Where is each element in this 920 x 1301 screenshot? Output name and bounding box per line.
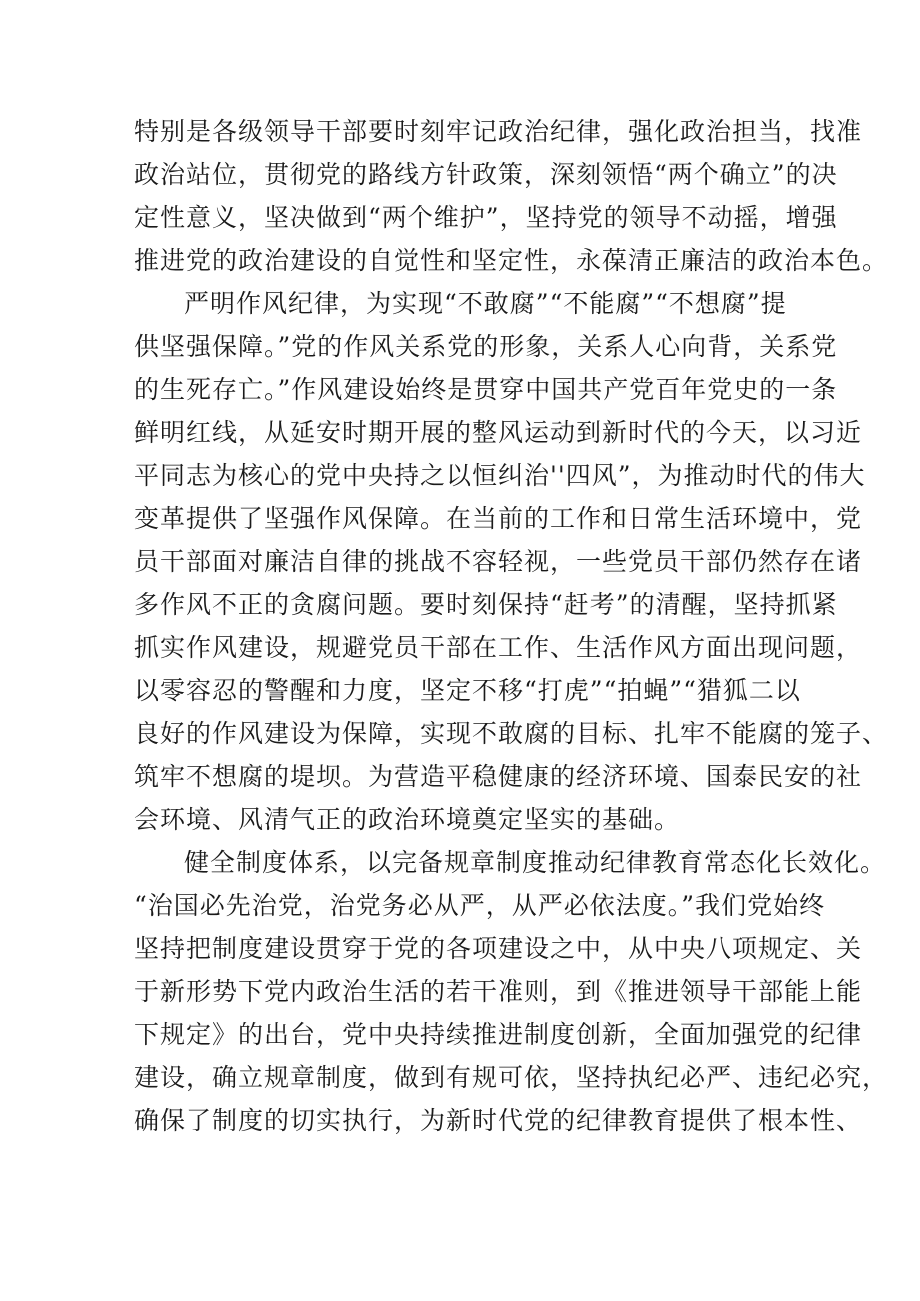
text-line: 政治站位，贯彻党的路线方针政策，深刻领悟“两个确立”的决 bbox=[134, 160, 838, 189]
paragraph-start-line: 健全制度体系，以完备规章制度推动纪律教育常态化长效化。 bbox=[184, 848, 887, 877]
text-line: 的生死存亡。”作风建设始终是贯穿中国共产党百年党史的一条 bbox=[134, 375, 838, 404]
text-line: 鲜明红线，从延安时期开展的整风运动到新时代的今天，以习近 bbox=[134, 418, 863, 447]
text-line: “治国必先治党，治党务必从严，从严必依法度。”我们党始终 bbox=[134, 891, 826, 920]
text-line: 变革提供了坚强作风保障。在当前的工作和日常生活环境中，党 bbox=[134, 504, 863, 533]
text-line: 供坚强保障。”党的作风关系党的形象，关系人心向背，关系党 bbox=[134, 332, 838, 361]
text-line: 多作风不正的贪腐问题。要时刻保持“赶考”的清醒，坚持抓紧 bbox=[134, 590, 838, 619]
text-line: 定性意义，坚决做到“两个维护”，坚持党的领导不动摇，增强 bbox=[134, 203, 838, 232]
paragraph-start-line: 严明作风纪律，为实现“不敢腐”“不能腐”“不想腐”提 bbox=[184, 289, 787, 318]
text-line: 确保了制度的切实执行，为新时代党的纪律教育提供了根本性、 bbox=[134, 1106, 863, 1135]
text-line: 推进党的政治建设的自觉性和坚定性，永葆清正廉洁的政治本色。 bbox=[134, 246, 889, 275]
text-line: 抓实作风建设，规避党员干部在工作、生活作风方面出现问题， bbox=[134, 633, 863, 662]
text-line: 坚持把制度建设贯穿于党的各项建设之中，从中央八项规定、关 bbox=[134, 934, 863, 963]
text-line: 特别是各级领导干部要时刻牢记政治纪律，强化政治担当，找准 bbox=[134, 117, 863, 146]
text-line: 下规定》的出台，党中央持续推进制度创新，全面加强党的纪律 bbox=[134, 1020, 863, 1049]
text-line: 以零容忍的警醒和力度，坚定不移“打虎”“拍蝇”“猎狐二以 bbox=[134, 676, 801, 705]
text-line: 平同志为核心的党中央持之以恒纠治''四风”，为推动时代的伟大 bbox=[134, 461, 866, 490]
text-line: 会环境、风清气正的政治环境奠定坚实的基础。 bbox=[134, 805, 681, 834]
text-line: 员干部面对廉洁自律的挑战不容轻视，一些党员干部仍然存在诸 bbox=[134, 547, 863, 576]
text-line: 筑牢不想腐的堤坝。为营造平稳健康的经济环境、国泰民安的社 bbox=[134, 762, 863, 791]
text-line: 于新形势下党内政治生活的若干准则，到《推进领导干部能上能 bbox=[134, 977, 863, 1006]
text-line: 良好的作风建设为保障，实现不敢腐的目标、扎牢不能腐的笼子、 bbox=[134, 719, 889, 748]
text-line: 建设，确立规章制度，做到有规可依，坚持执纪必严、违纪必究， bbox=[134, 1063, 889, 1092]
